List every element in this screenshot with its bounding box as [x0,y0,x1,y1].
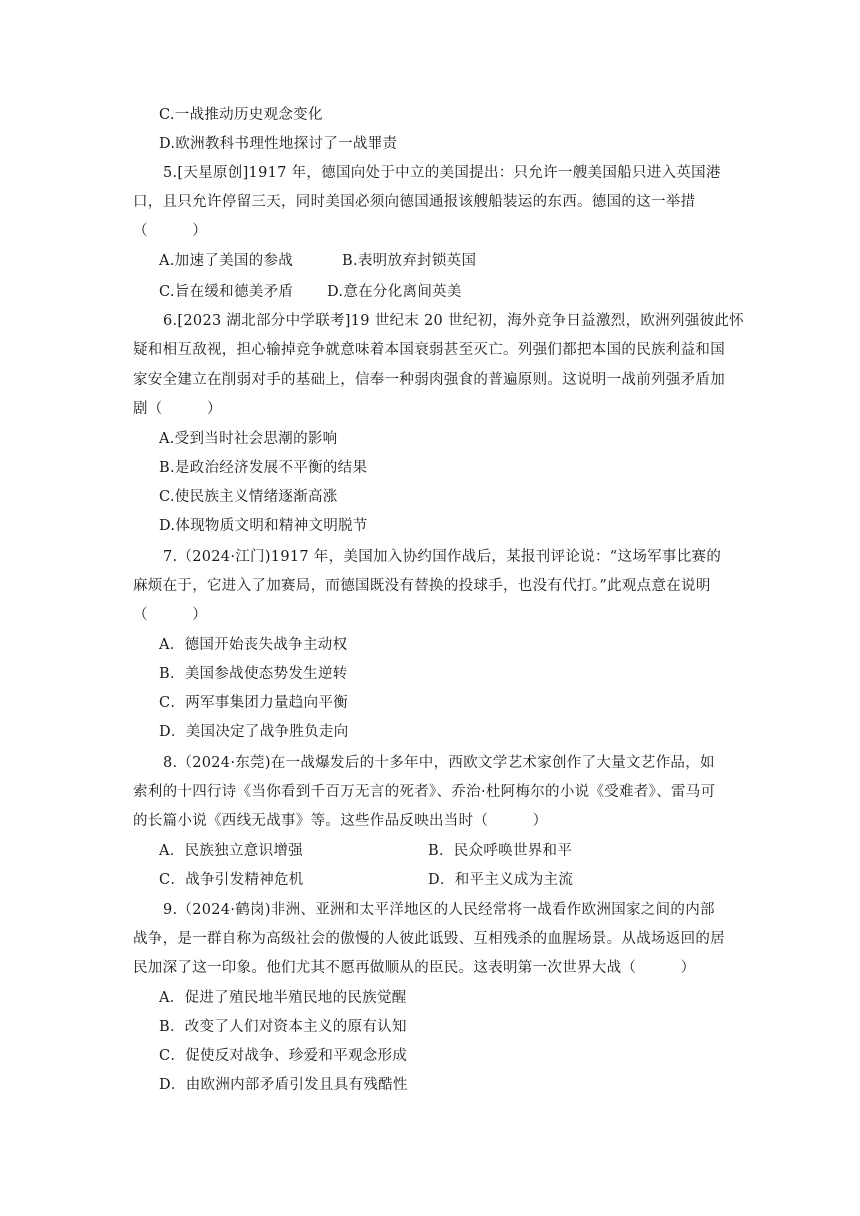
q9-stem-line-2: 战争，是一群自称为高级社会的傲慢的人彼此诋毁、互相残杀的血腥场景。从战场返回的居 [133,931,725,947]
q5-option-c: C.旨在缓和德美矛盾 [159,284,294,300]
q7-stem-line-3: （ ） [133,607,207,623]
q8-stem-line-3: 的长篇小说《西线无战事》等。这些作品反映出当时（ ） [133,813,548,829]
q6-stem-line-2: 疑和相互敌视，担心输掉竞争就意味着本国衰弱甚至灭亡。列强们都把本国的民族利益和国 [133,342,725,358]
q7-stem-line-2: 麻烦在于，它进入了加赛局，而德国既没有替换的投球手，也没有代打。”此观点意在说明 [133,578,711,594]
q6-option-b: B.是政治经济发展不平衡的结果 [159,460,368,476]
q9-option-a: A．促进了殖民地半殖民地的民族觉醒 [159,990,407,1006]
q6-stem-line-3: 家安全建立在削弱对手的基础上，信奉一种弱肉强食的普遍原则。这说明一战前列强矛盾加 [133,372,725,388]
q7-option-d: D．美国决定了战争胜负走向 [159,724,349,740]
q6-stem-line-1: 6.[2023 湖北部分中学联考]19 世纪末 20 世纪初，海外竞争日益激烈，欧洲列强彼此怀 [163,313,744,329]
q5-option-a: A.加速了美国的参战 [159,253,294,269]
q5-option-d: D.意在分化离间英美 [327,284,462,300]
q9-stem-line-3: 民加深了这一印象。他们尤其不愿再做顺从的臣民。这表明第一次世界大战（ ） [133,960,696,976]
q8-option-c: C．战争引发精神危机 [159,872,304,888]
q6-stem-line-4: 剧（ ） [133,401,222,417]
q8-option-a: A．民族独立意识增强 [159,843,303,859]
q4-option-d: D.欧洲教科书理性地探讨了一战罪责 [159,136,398,152]
q6-option-a: A.受到当时社会思潮的影响 [159,431,338,447]
q5-stem-line-3: （ ） [133,223,207,239]
q7-option-b: B．美国参战使态势发生逆转 [159,666,348,682]
q5-stem-line-1: 5.[天星原创]1917 年，德国向处于中立的美国提出：只允许一艘美国船只进入英国港 [163,165,721,181]
q7-option-c: C．两军事集团力量趋向平衡 [159,695,348,711]
q8-stem-line-1: 8.（2024·东莞)在一战爆发后的十多年中，西欧文学艺术家创作了大量文艺作品，如 [163,755,715,771]
q9-option-b: B．改变了人们对资本主义的原有认知 [159,1019,407,1035]
q5-stem-line-2: 口，且只允许停留三天，同时美国必须向德国通报该艘船装运的东西。德国的这一举措 [133,194,696,210]
q8-option-d: D．和平主义成为主流 [428,872,574,888]
q7-stem-line-1: 7.（2024·江门)1917 年，美国加入协约国作战后，某报刊评论说：“这场军事比赛的 [163,549,722,565]
q9-option-c: C．促使反对战争、珍爱和平观念形成 [159,1048,408,1064]
q9-stem-line-1: 9.（2024·鹤岗)非洲、亚洲和太平洋地区的人民经常将一战看作欧洲国家之间的内部 [163,902,715,918]
q8-stem-line-2: 索利的十四行诗《当你看到千百万无言的死者》、乔治·杜阿梅尔的小说《受难者》、雷马可 [133,784,716,800]
q6-option-d: D.体现物质文明和精神文明脱节 [159,518,368,534]
q6-option-c: C.使民族主义情绪逐渐高涨 [159,489,338,505]
q7-option-a: A．德国开始丧失战争主动权 [159,637,348,653]
q8-option-b: B．民众呼唤世界和平 [428,843,573,859]
q9-option-d: D．由欧洲内部矛盾引发且具有残酷性 [159,1077,408,1093]
q4-option-c: C.一战推动历史观念变化 [159,107,323,123]
q5-option-b: B.表明放弃封锁英国 [342,253,477,269]
